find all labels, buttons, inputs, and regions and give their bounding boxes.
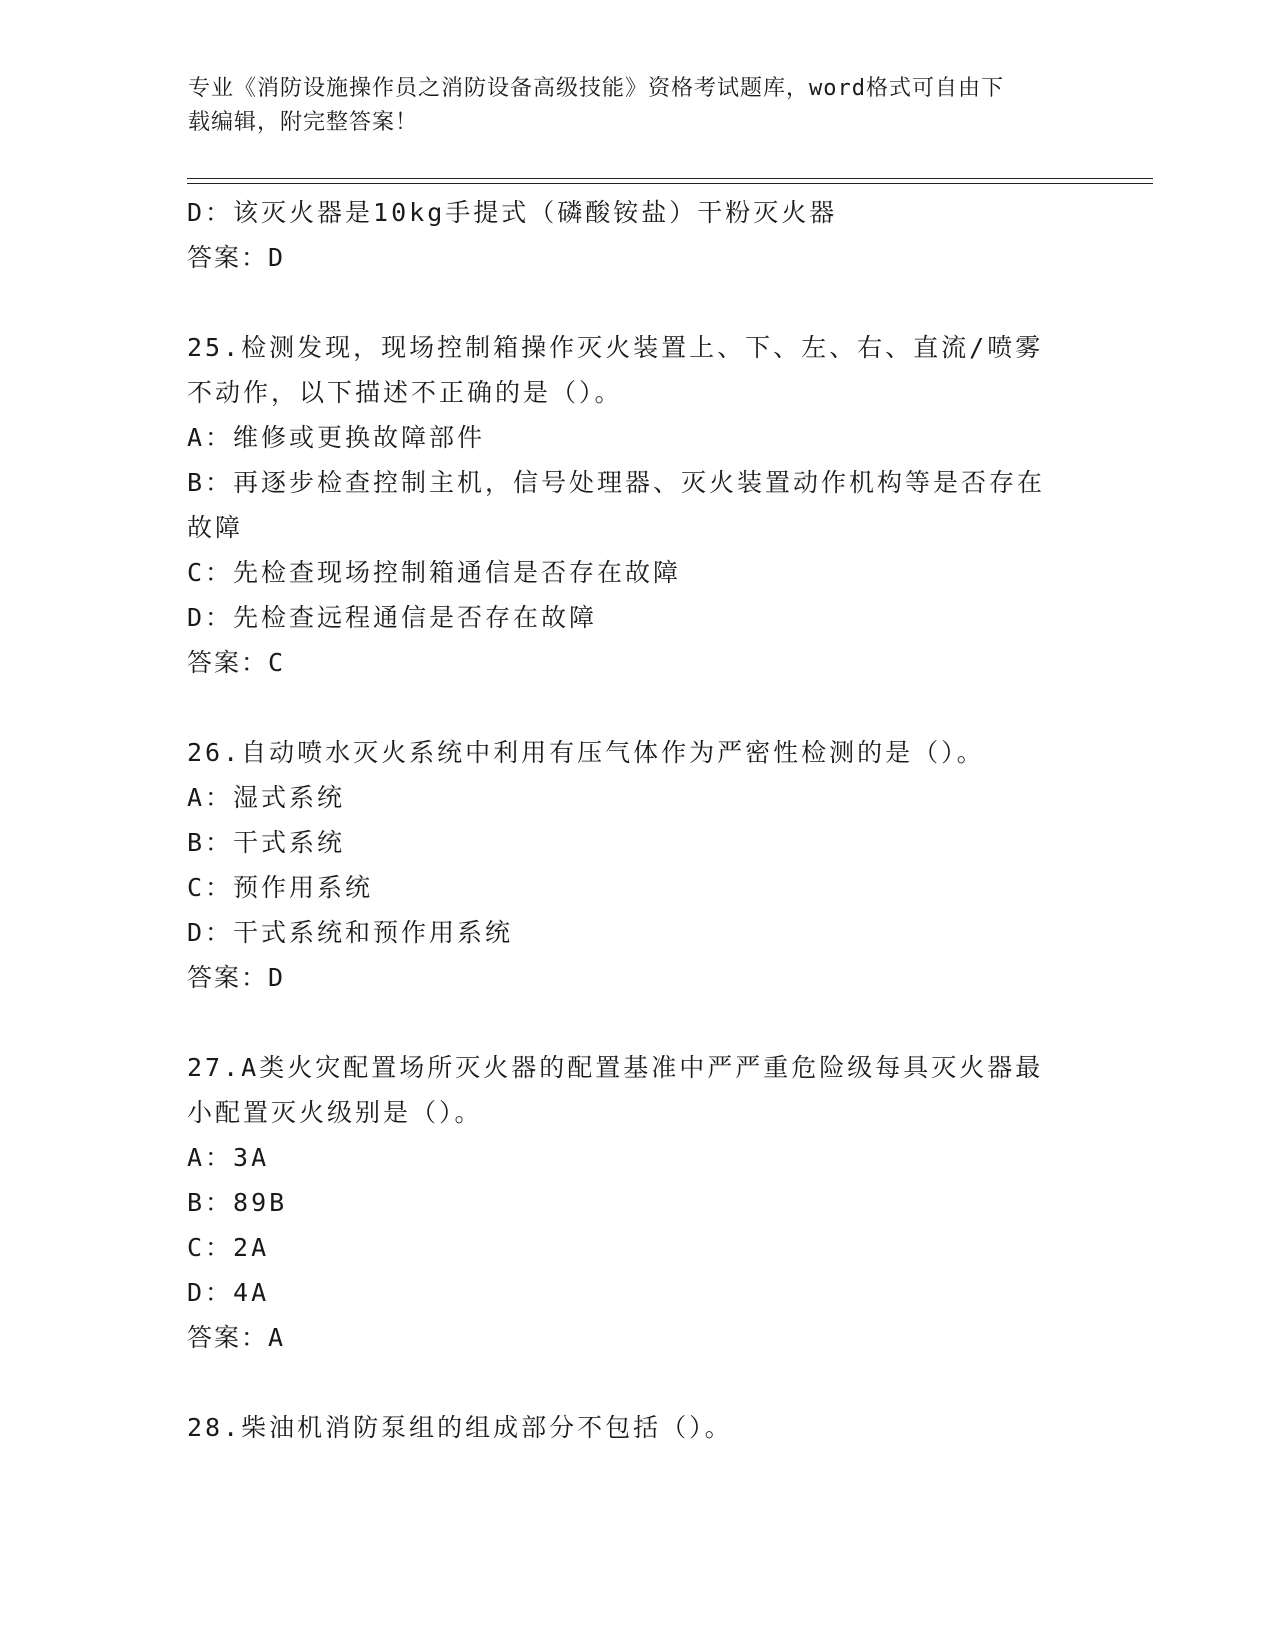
previous-question-tail [187,190,1087,280]
document-header [188,72,1088,140]
question-stem: 28.柴油机消防泵组的组成部分不包括（）。 [187,1413,733,1442]
option-d: D：该灭火器是10kg手提式（磷酸铵盐）干粉灭火器 [187,198,838,227]
question-stem: 小配置灭火级别是（）。 [187,1098,483,1127]
option-d: D：先检查远程通信是否存在故障 [187,603,598,632]
question-stem: 不动作，以下描述不正确的是（）。 [187,378,623,407]
option-a: A：维修或更换故障部件 [187,423,486,452]
option-d: D：4A [187,1278,270,1307]
answer: 答案：D [187,963,286,992]
option-b: B：再逐步检查控制主机，信号处理器、灭火装置动作机构等是否存在 [187,468,1046,497]
option-b: B：89B [187,1188,288,1217]
option-c: C：预作用系统 [187,873,374,902]
option-c: C：2A [187,1233,270,1262]
option-d: D：干式系统和预作用系统 [187,918,514,947]
question-28 [187,1405,1087,1450]
answer: 答案：C [187,648,286,677]
question-list [187,190,1087,1450]
question-stem: 25.检测发现，现场控制箱操作灭火装置上、下、左、右、直流/喷雾 [187,333,1044,362]
question-stem: 27.A类火灾配置场所灭火器的配置基准中严严重危险级每具灭火器最 [187,1053,1044,1082]
answer: 答案：D [187,243,286,272]
header-line-1: 专业《消防设施操作员之消防设备高级技能》资格考试题库，word格式可自由下 [188,76,1004,101]
option-b: 故障 [187,513,244,542]
option-b: B：干式系统 [187,828,346,857]
question-stem: 26.自动喷水灭火系统中利用有压气体作为严密性检测的是（）。 [187,738,985,767]
question-26 [187,730,1087,1000]
option-c: C：先检查现场控制箱通信是否存在故障 [187,558,682,587]
header-divider-top [187,178,1153,179]
answer: 答案：A [187,1323,286,1352]
question-25 [187,325,1087,685]
option-a: A：湿式系统 [187,783,346,812]
header-divider-bottom [187,183,1153,184]
header-line-2: 载编辑，附完整答案！ [188,110,419,135]
question-27 [187,1045,1087,1360]
option-a: A：3A [187,1143,270,1172]
